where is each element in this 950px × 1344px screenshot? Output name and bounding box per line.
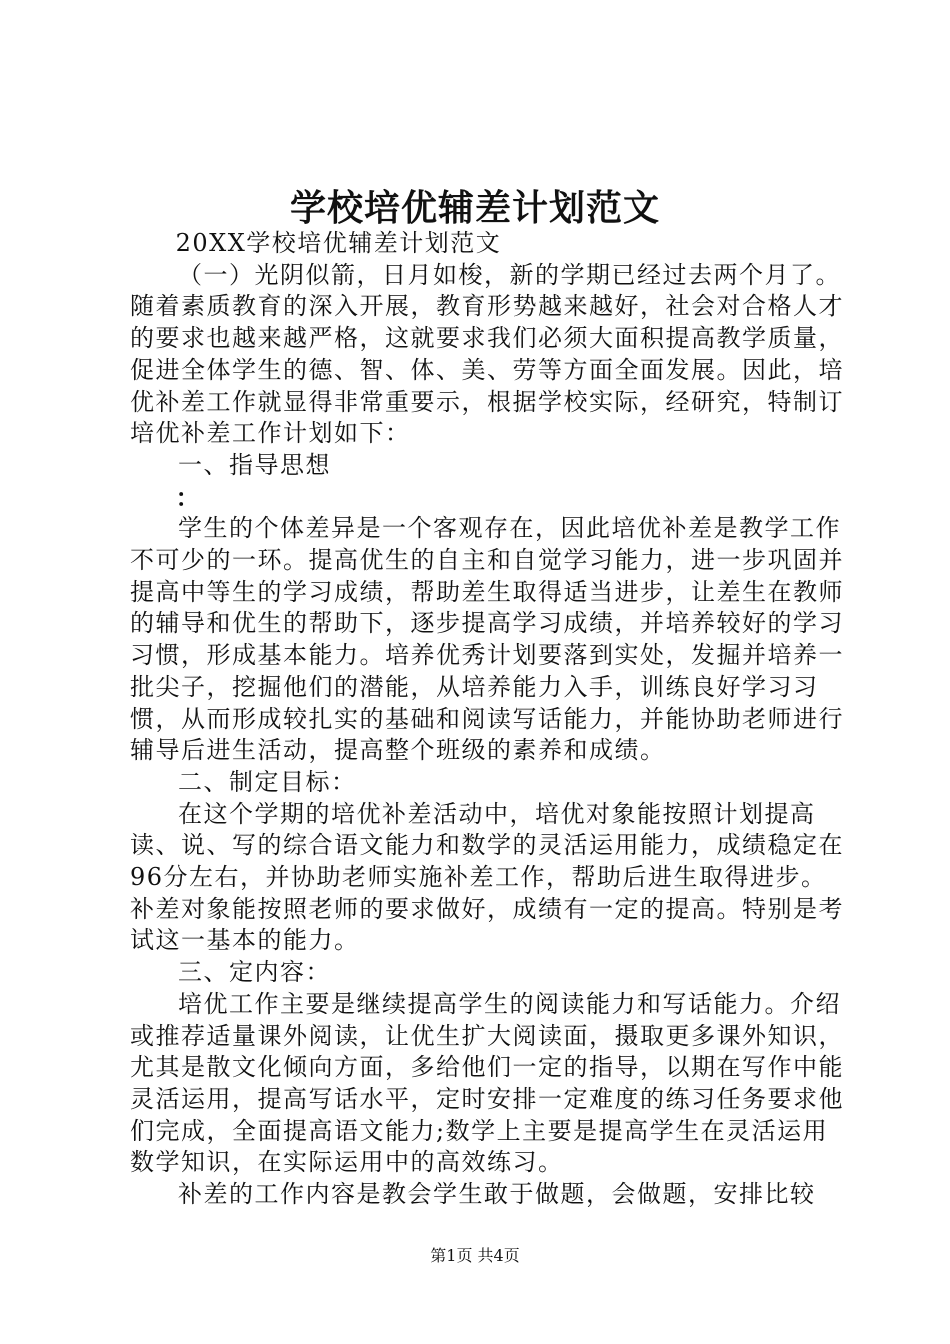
section-heading-content: 三、定内容： xyxy=(178,958,331,987)
section-heading-guiding-ideas: 一、指导思想 xyxy=(178,450,331,479)
section-heading-goals: 二、制定目标： xyxy=(178,767,357,796)
goals-paragraph: 在这个学期的培优补差活动中，培优对象能按照计划提高读、说、写的综合语文能力和数学的灵活运用能力，成绩稳定在96分左右，并协助老师实施补差工作，帮助后进生取得进步。补差对象能按照老师的要求做好，成绩有一定的提高。特别是考试这一基本的能力。 xyxy=(130,799,844,955)
document-title: 学校培优辅差计划范文 xyxy=(289,187,660,229)
colon-line: ： xyxy=(175,482,202,512)
intro-paragraph: （一）光阴似箭，日月如梭，新的学期已经过去两个月了。随着素质教育的深入开展，教育形势越来越好，社会对合格人才的要求也越来越严格，这就要求我们必须大面积提高教学质量，促进全体学生的德、智、体、美、劳等方面全面发展。因此，培优补差工作就显得非常重要示，根据学校实际，经研究，特制订培优补差工作计划如下： xyxy=(130,260,844,448)
remedial-paragraph: 补差的工作内容是教会学生敢于做题，会做题，安排比较 xyxy=(178,1180,816,1209)
document-body xyxy=(130,228,850,1211)
content-paragraph: 培优工作主要是继续提高学生的阅读能力和写话能力。介绍或推荐适量课外阅读，让优生扩大阅读面，摄取更多课外知识，尤其是散文化倾向方面，多给他们一定的指导，以期在写作中能灵活运用，提高写话水平，定时安排一定难度的练习任务要求他们完成，全面提高语文能力;数学上主要是提高学生在灵活运用数学知识，在实际运用中的高效练习。 xyxy=(130,989,844,1177)
guiding-ideas-paragraph: 学生的个体差异是一个客观存在，因此培优补差是教学工作不可少的一环。提高优生的自主和自觉学习能力，进一步巩固并提高中等生的学习成绩，帮助差生取得适当进步，让差生在教师的辅导和优生的帮助下，逐步提高学习成绩，并培养较好的学习习惯，形成基本能力。培养优秀计划要落到实处，发掘并培养一批尖子，挖掘他们的潜能，从培养能力入手，训练良好学习习惯，从而形成较扎实的基础和阅读写话能力，并能协助老师进行辅导后进生活动，提高整个班级的素养和成绩。 xyxy=(130,514,844,765)
page-footer: 第1页 共4页 xyxy=(430,1246,520,1265)
subtitle-paragraph: 20XX学校培优辅差计划范文 xyxy=(175,229,502,257)
